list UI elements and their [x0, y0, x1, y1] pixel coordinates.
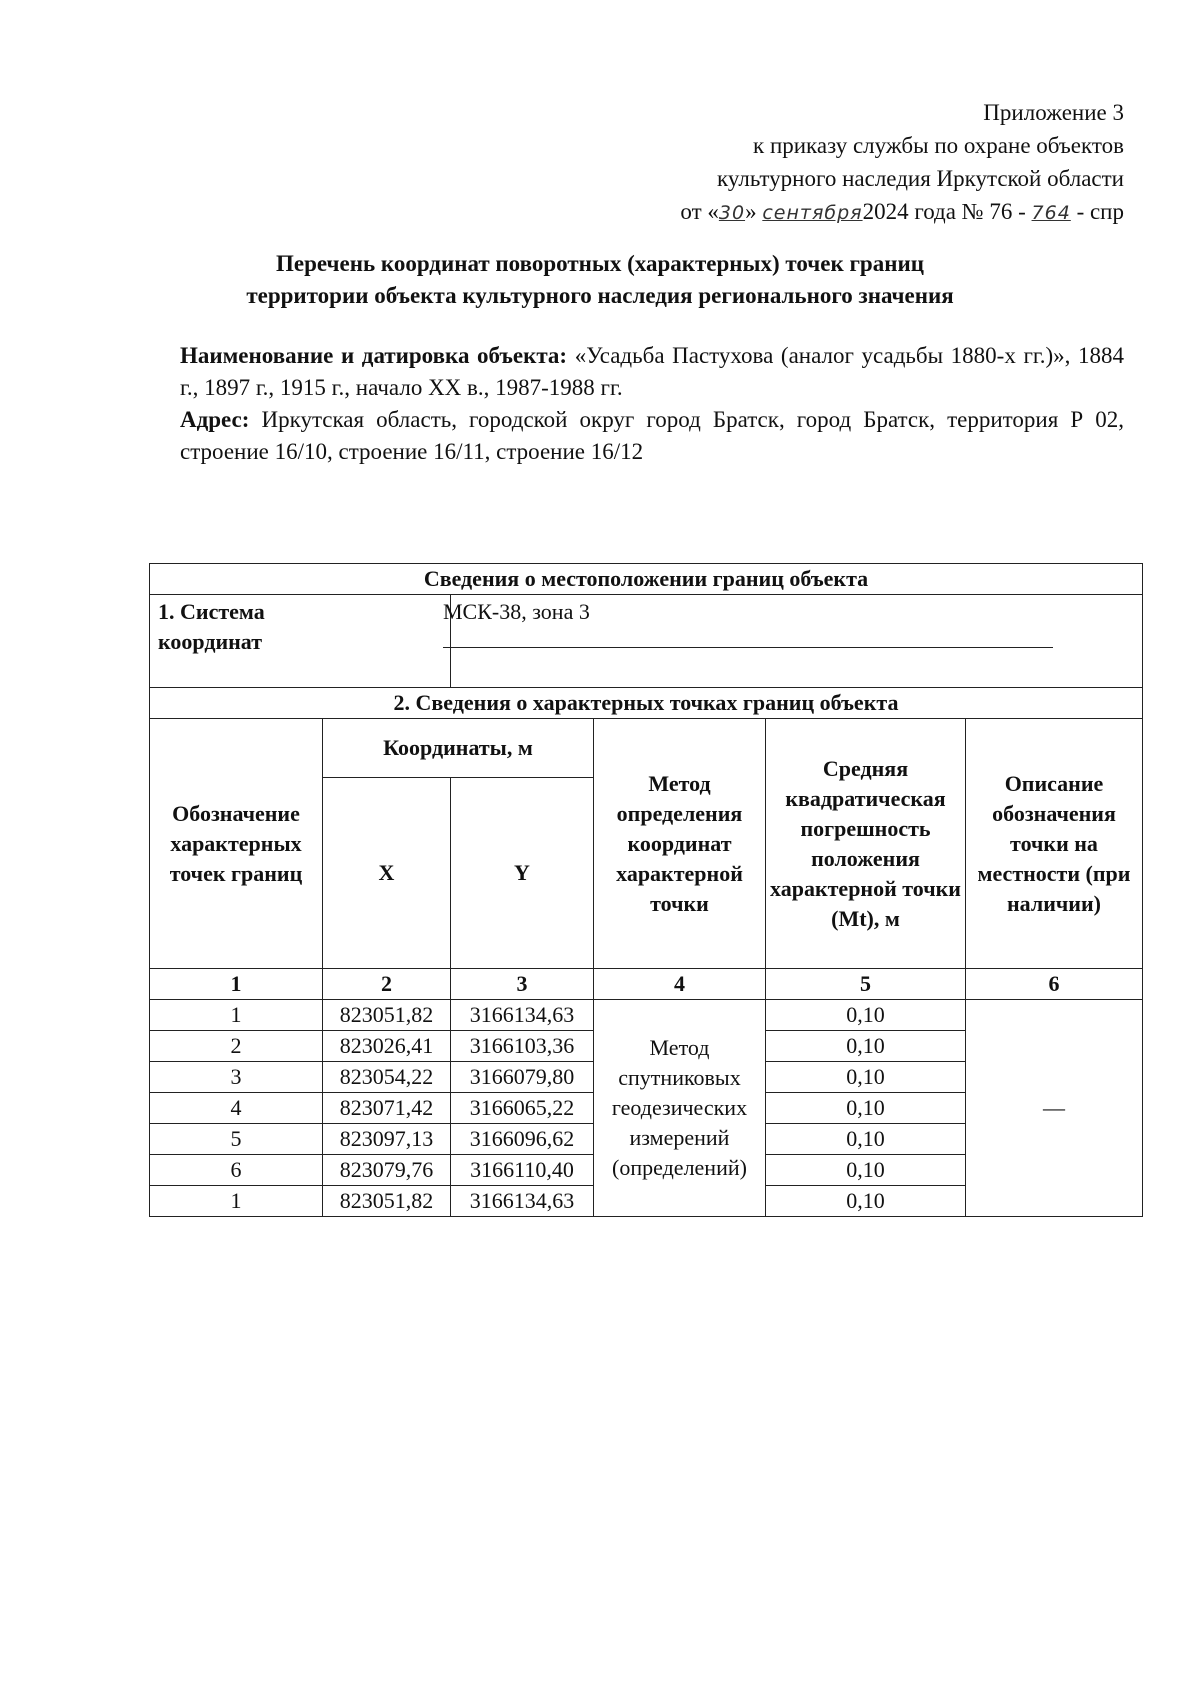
point-x: 823026,41 — [323, 1031, 451, 1062]
date-day-handwritten: 30 — [718, 202, 746, 224]
points-title: 2. Сведения о характерных точках границ объекта — [150, 688, 1143, 719]
point-error: 0,10 — [766, 1062, 966, 1093]
point-id: 6 — [150, 1155, 323, 1186]
col-description-header: Описание обозначения точки на местности (при наличии) — [966, 719, 1143, 969]
header-row-1 — [150, 719, 1143, 778]
col-number: 4 — [594, 969, 766, 1000]
order-suffix: - спр — [1070, 199, 1124, 224]
method-cell: Метод спутниковых геодезических измерений (определений) — [594, 1000, 766, 1217]
coordinate-system-value: МСК-38, зона 3 — [443, 599, 590, 624]
col-method-header: Метод определения координат характерной точки — [594, 719, 766, 969]
object-name-label: Наименование и датировка объекта: — [180, 343, 568, 368]
col-number: 5 — [766, 969, 966, 1000]
order-authority: культурного наследия Иркутской области — [717, 166, 1124, 191]
object-name — [180, 340, 1124, 404]
date-prefix: от « — [680, 199, 719, 224]
section-title-row — [150, 564, 1143, 595]
point-x: 823097,13 — [323, 1124, 451, 1155]
point-error: 0,10 — [766, 1031, 966, 1062]
order-date-line — [364, 195, 1124, 230]
point-y: 3166065,22 — [451, 1093, 594, 1124]
object-info — [180, 340, 1124, 468]
point-x: 823051,82 — [323, 1000, 451, 1031]
coordinate-system-value-cell — [443, 595, 1143, 688]
date-mid: » — [745, 199, 763, 224]
col-coords-header: Координаты, м — [323, 719, 594, 778]
col-number: 6 — [966, 969, 1143, 1000]
title-line-1: Перечень координат поворотных (характерных) точек границ — [276, 251, 924, 276]
object-address-value: Иркутская область, городской округ город Братск, город Братск, территория Р 02, строение 16/10, строение 16/11, строение 16/12 — [180, 407, 1124, 464]
coordinate-system-underline — [443, 647, 1053, 648]
point-y: 3166079,80 — [451, 1062, 594, 1093]
col-error-header: Средняя квадратическая погрешность положения характерной точки (Mt), м — [766, 719, 966, 969]
point-x: 823054,22 — [323, 1062, 451, 1093]
col-designation-header: Обозначение характерных точек границ — [150, 719, 323, 969]
point-y: 3166134,63 — [451, 1186, 594, 1217]
col-number: 3 — [451, 969, 594, 1000]
section-title: Сведения о местоположении границ объекта — [150, 564, 1143, 595]
col-x-header: X — [323, 778, 451, 969]
col-number: 1 — [150, 969, 323, 1000]
point-x: 823071,42 — [323, 1093, 451, 1124]
point-id: 4 — [150, 1093, 323, 1124]
coordinate-system-row — [150, 595, 1143, 688]
point-id: 5 — [150, 1124, 323, 1155]
object-name-value: «Усадьба Пастухова (аналог усадьбы 1880-х гг.)», 1884 г., 1897 г., 1915 г., начало XX в., 1987-1988 гг. — [180, 343, 1125, 400]
col-number: 2 — [323, 969, 451, 1000]
point-error: 0,10 — [766, 1093, 966, 1124]
point-x: 823051,82 — [323, 1186, 451, 1217]
coordinate-system-label: 1. Система координат — [158, 599, 265, 654]
column-numbers-row — [150, 969, 1143, 1000]
table-row — [150, 1000, 1143, 1031]
point-error: 0,10 — [766, 1155, 966, 1186]
col-y-header: Y — [451, 778, 594, 969]
point-error: 0,10 — [766, 1000, 966, 1031]
document-title — [150, 248, 1050, 312]
point-y: 3166103,36 — [451, 1031, 594, 1062]
point-y: 3166110,40 — [451, 1155, 594, 1186]
point-y: 3166096,62 — [451, 1124, 594, 1155]
date-month-handwritten: сентября — [762, 202, 863, 224]
point-error: 0,10 — [766, 1124, 966, 1155]
title-line-2: территории объекта культурного наследия регионального значения — [246, 283, 954, 308]
object-address-label: Адрес: — [180, 407, 250, 432]
description-cell: — — [966, 1000, 1143, 1217]
appendix-header — [364, 96, 1124, 230]
order-reference: к приказу службы по охране объектов — [753, 133, 1124, 158]
order-number-handwritten: 764 — [1031, 202, 1071, 224]
point-id: 1 — [150, 1000, 323, 1031]
point-y: 3166134,63 — [451, 1000, 594, 1031]
points-title-row — [150, 688, 1143, 719]
point-x: 823079,76 — [323, 1155, 451, 1186]
coordinate-system-cell — [150, 595, 451, 688]
point-id: 1 — [150, 1186, 323, 1217]
coordinates-table — [149, 563, 1143, 1217]
appendix-number: Приложение 3 — [983, 100, 1124, 125]
date-year: 2024 года № 76 - — [862, 199, 1032, 224]
point-id: 2 — [150, 1031, 323, 1062]
point-id: 3 — [150, 1062, 323, 1093]
point-error: 0,10 — [766, 1186, 966, 1217]
object-address — [180, 404, 1124, 468]
